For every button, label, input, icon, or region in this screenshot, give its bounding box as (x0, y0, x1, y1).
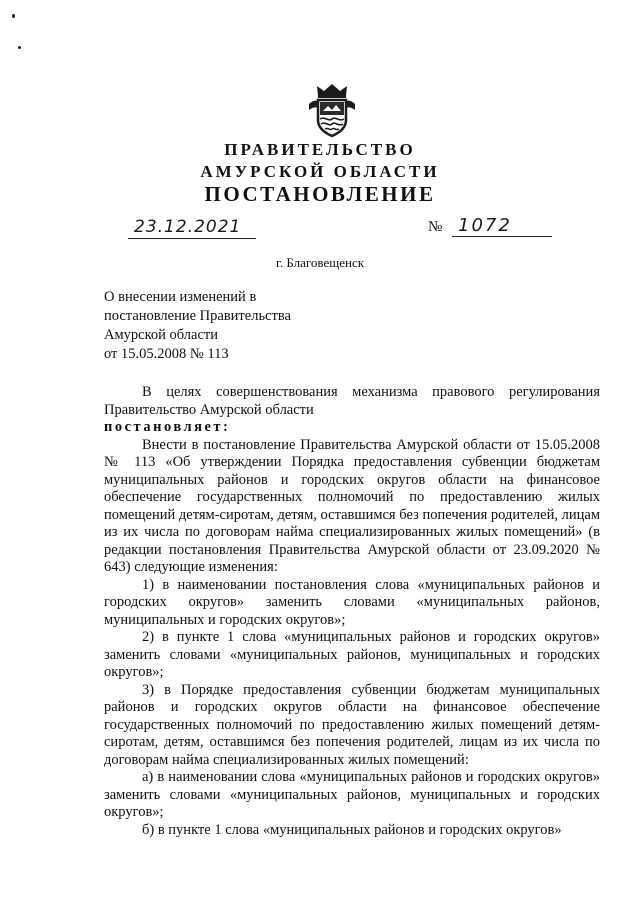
resolves-word: постановляет: (104, 419, 231, 435)
subject-line: О внесении изменений в (104, 289, 257, 305)
amur-oblast-coat-of-arms-icon (305, 80, 359, 140)
handwritten-number: 1072 (458, 215, 512, 236)
subject-line: от 15.05.2008 № 113 (104, 346, 229, 362)
number-field (452, 213, 552, 239)
city-label: г. Благовещенск (275, 255, 365, 270)
organization-name-line2: АМУРСКОЙ ОБЛАСТИ (200, 162, 440, 181)
scan-speck (12, 14, 15, 18)
subject-block (104, 288, 291, 364)
subject-line: постановление Правительства (104, 308, 291, 324)
document-body (104, 384, 600, 839)
intro-paragraph: В целях совершенствования механизма правового регулирования Правительство Амурской области (104, 384, 600, 418)
number-underline (452, 236, 552, 237)
organization-name-line1: ПРАВИТЕЛЬСТВО (224, 140, 416, 159)
paragraph-item-2: 2) в пункте 1 слова «муниципальных районов и городских округов» заменить словами «муниципальных районов, муниципальных и городских округов»; (104, 629, 600, 680)
date-underline (128, 238, 256, 239)
date-field (128, 215, 256, 241)
paragraph-item-3a: а) в наименовании слова «муниципальных районов и городских округов» заменить словами «муниципальных районов, муниципальных и городских округов»; (104, 769, 600, 820)
paragraph-item-3: 3) в Порядке предоставления субвенции бюджетам муниципальных районов и городских округов области на финансовое обеспечение государственных полномочий по предоставлению жилых помещений детям-сиротам, детям, оставшимся без попечения родителей, лицам из их числа по договорам найма специализированных жилых помещений: (104, 681, 600, 768)
handwritten-date: 23.12.2021 (134, 217, 242, 237)
number-label: № (428, 219, 443, 235)
scan-speck (18, 46, 21, 49)
resolves-heading (104, 419, 600, 437)
paragraph-item-3b: б) в пункте 1 слова «муниципальных районов и городских округов» (142, 821, 562, 838)
paragraph-main: Внести в постановление Правительства Амурской области от 15.05.2008 № 113 «Об утверждении Порядка предоставления субвенции бюджетам муниципальных районов и городских округов области на финансовое обеспечение государственных полномочий по предоставлению жилых помещений детям-сиротам, детям, оставшимся без попечения родителей, лицам из их числа по договорам найма специализированных жилых помещений» (в редакции постановления Правительства Амурской области от 23.09.2020 № 643) следующие изменения: (104, 436, 600, 575)
document-type-title: ПОСТАНОВЛЕНИЕ (204, 182, 436, 206)
subject-line: Амурской области (104, 327, 218, 343)
paragraph-item-1: 1) в наименовании постановления слова «муниципальных районов и городских округов» заменить словами «муниципальных районов, муниципальных и городских округов»; (104, 576, 600, 628)
